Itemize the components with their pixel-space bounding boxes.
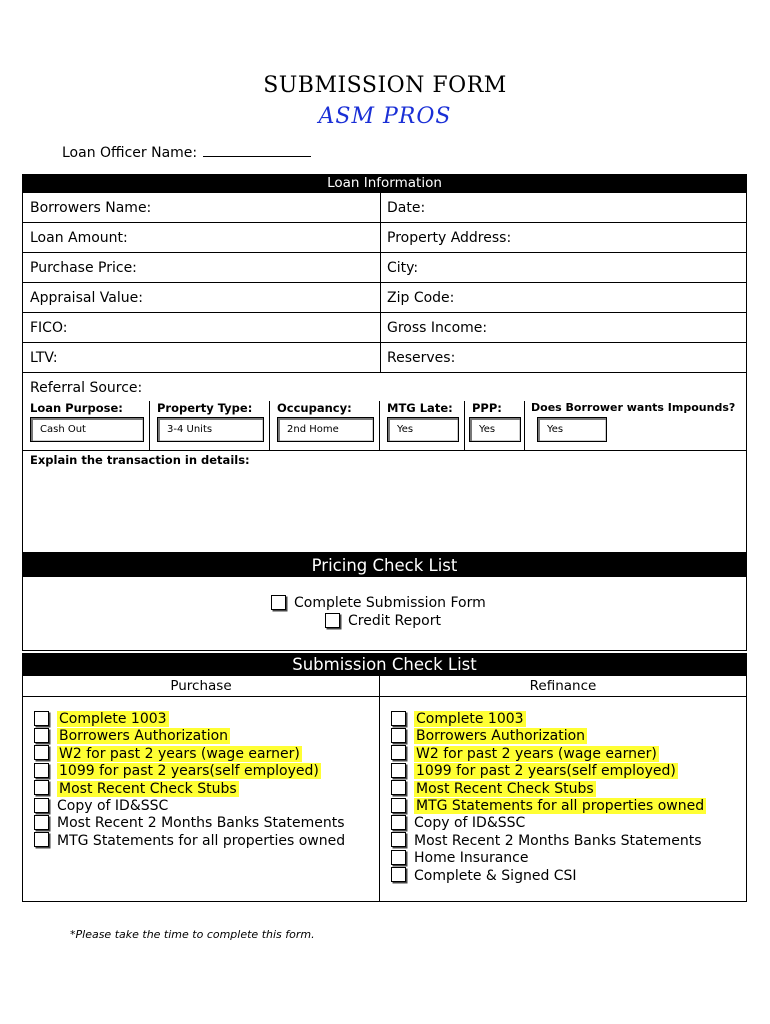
refinance-check-item[interactable]: [391, 798, 706, 815]
purchase-check-item[interactable]: [34, 798, 168, 815]
referral-source-row[interactable]: [23, 372, 746, 403]
check-item-label: Most Recent 2 Months Banks Statements: [414, 832, 702, 849]
purchase-column-heading: Purchase: [170, 678, 232, 694]
check-item-label: Borrowers Authorization: [59, 728, 229, 745]
purchase-check-item[interactable]: [34, 833, 345, 850]
refinance-check-item[interactable]: [391, 746, 659, 763]
loan-field-row: [23, 192, 746, 223]
checkbox-icon[interactable]: [391, 728, 406, 743]
checkbox-icon[interactable]: [34, 798, 49, 813]
check-item-label: 1099 for past 2 years(self employed): [59, 763, 319, 780]
loan-field-row: [23, 252, 746, 283]
explain-row[interactable]: [23, 450, 746, 552]
form-subtitle: ASM PROS: [318, 104, 452, 129]
loan-officer-field[interactable]: [62, 145, 311, 161]
check-item-label: Complete 1003: [59, 711, 167, 727]
explain-label: Explain the transaction in details:: [30, 453, 250, 467]
loan-information-box: [22, 174, 747, 553]
refinance-check-item[interactable]: [391, 763, 678, 780]
check-item-label: 1099 for past 2 years(self employed): [416, 763, 676, 780]
checkbox-icon[interactable]: [34, 745, 49, 760]
checkbox-icon[interactable]: [391, 832, 406, 847]
loan-field-row: [23, 342, 746, 373]
property-type-label: Property Type:: [157, 401, 253, 415]
loan-field-row: [23, 282, 746, 313]
refinance-check-item[interactable]: [391, 781, 596, 798]
loan-field-right[interactable]: Reserves:: [387, 350, 456, 366]
loan-field-left[interactable]: LTV:: [30, 350, 58, 366]
checkbox-icon[interactable]: [391, 745, 406, 760]
loan-officer-blank[interactable]: [203, 156, 311, 157]
purchase-check-item[interactable]: [34, 728, 230, 745]
ppp-label: PPP:: [472, 401, 502, 415]
submission-checklist-heading: Submission Check List: [23, 654, 746, 676]
checkbox-icon[interactable]: [34, 815, 49, 830]
checkbox-icon[interactable]: [391, 815, 406, 830]
checkbox-icon[interactable]: [391, 798, 406, 813]
check-item-label: MTG Statements for all properties owned: [416, 798, 705, 814]
pricing-item-submission-form[interactable]: Complete Submission Form: [271, 595, 486, 612]
loan-field-left[interactable]: Purchase Price:: [30, 260, 137, 276]
mtg-late-label: MTG Late:: [387, 401, 453, 415]
refinance-check-item[interactable]: [391, 728, 587, 745]
checkbox-icon[interactable]: [34, 728, 49, 743]
purchase-check-item[interactable]: [34, 781, 239, 798]
purchase-check-item[interactable]: [34, 763, 321, 780]
checkbox-icon[interactable]: [34, 711, 49, 726]
loan-field-right[interactable]: Gross Income:: [387, 320, 488, 336]
loan-information-heading: Loan Information: [23, 175, 746, 192]
loan-field-left[interactable]: FICO:: [30, 320, 68, 336]
loan-purpose-select[interactable]: Cash Out: [30, 417, 144, 442]
checkbox-icon[interactable]: [34, 780, 49, 795]
check-item-label: W2 for past 2 years (wage earner): [59, 745, 300, 762]
footer-note: *Please take the time to complete this form.: [70, 928, 315, 941]
refinance-column-heading: Refinance: [529, 678, 597, 694]
ppp-select[interactable]: Yes: [469, 417, 521, 442]
check-item-label: Most Recent Check Stubs: [59, 780, 237, 797]
check-item-label: Most Recent Check Stubs: [416, 780, 594, 797]
checkbox-icon[interactable]: [34, 832, 49, 847]
impounds-label: Does Borrower wants Impounds?: [531, 401, 736, 414]
checkbox-icon[interactable]: [325, 613, 340, 628]
selects-row: [23, 401, 746, 450]
purchase-check-item[interactable]: [34, 815, 345, 832]
loan-field-right[interactable]: Zip Code:: [387, 290, 455, 306]
pricing-checklist-box: [22, 553, 747, 651]
mtg-late-select[interactable]: Yes: [387, 417, 459, 442]
check-item-label: Home Insurance: [414, 850, 529, 867]
loan-purpose-label: Loan Purpose:: [30, 401, 123, 415]
checkbox-icon[interactable]: [391, 780, 406, 795]
form-title: SUBMISSION FORM: [263, 73, 507, 98]
pricing-checklist-heading: Pricing Check List: [23, 554, 746, 577]
occupancy-label: Occupancy:: [277, 401, 352, 415]
check-item-label: Complete 1003: [416, 711, 524, 727]
checkbox-icon[interactable]: [34, 763, 49, 778]
checkbox-icon[interactable]: [391, 711, 406, 726]
loan-field-left[interactable]: Loan Amount:: [30, 230, 128, 246]
check-item-label: Most Recent 2 Months Banks Statements: [57, 815, 345, 832]
checkbox-icon[interactable]: [271, 595, 286, 610]
loan-field-row: [23, 312, 746, 343]
pricing-item-credit-report[interactable]: Credit Report: [325, 613, 441, 630]
loan-field-right[interactable]: Date:: [387, 200, 426, 216]
referral-source-label: Referral Source:: [30, 380, 143, 396]
loan-field-right[interactable]: Property Address:: [387, 230, 512, 246]
check-item-label: Copy of ID&SSC: [414, 815, 526, 832]
property-type-select[interactable]: 3-4 Units: [157, 417, 264, 442]
refinance-check-item[interactable]: [391, 850, 528, 867]
purchase-check-item[interactable]: [34, 711, 169, 728]
refinance-check-item[interactable]: [391, 711, 526, 728]
check-item-label: Complete & Signed CSI: [414, 867, 577, 884]
loan-officer-label: Loan Officer Name:: [62, 145, 198, 161]
loan-field-row: [23, 222, 746, 253]
loan-field-right[interactable]: City:: [387, 260, 419, 276]
refinance-check-item[interactable]: [391, 833, 702, 850]
check-item-label: MTG Statements for all properties owned: [57, 832, 346, 849]
checkbox-icon[interactable]: [391, 850, 406, 865]
check-item-label: Copy of ID&SSC: [57, 798, 169, 814]
loan-field-left[interactable]: Borrowers Name:: [30, 200, 152, 216]
loan-field-left[interactable]: Appraisal Value:: [30, 290, 143, 306]
purchase-check-item[interactable]: [34, 746, 302, 763]
impounds-select[interactable]: Yes: [537, 417, 607, 442]
refinance-check-item[interactable]: [391, 868, 577, 885]
submission-checklist-box: [22, 653, 747, 902]
check-item-label: Borrowers Authorization: [416, 728, 586, 745]
occupancy-select[interactable]: 2nd Home: [277, 417, 374, 442]
check-item-label: W2 for past 2 years (wage earner): [416, 745, 657, 762]
checkbox-icon[interactable]: [391, 763, 406, 778]
checkbox-icon[interactable]: [391, 867, 406, 882]
refinance-check-item[interactable]: [391, 815, 525, 832]
